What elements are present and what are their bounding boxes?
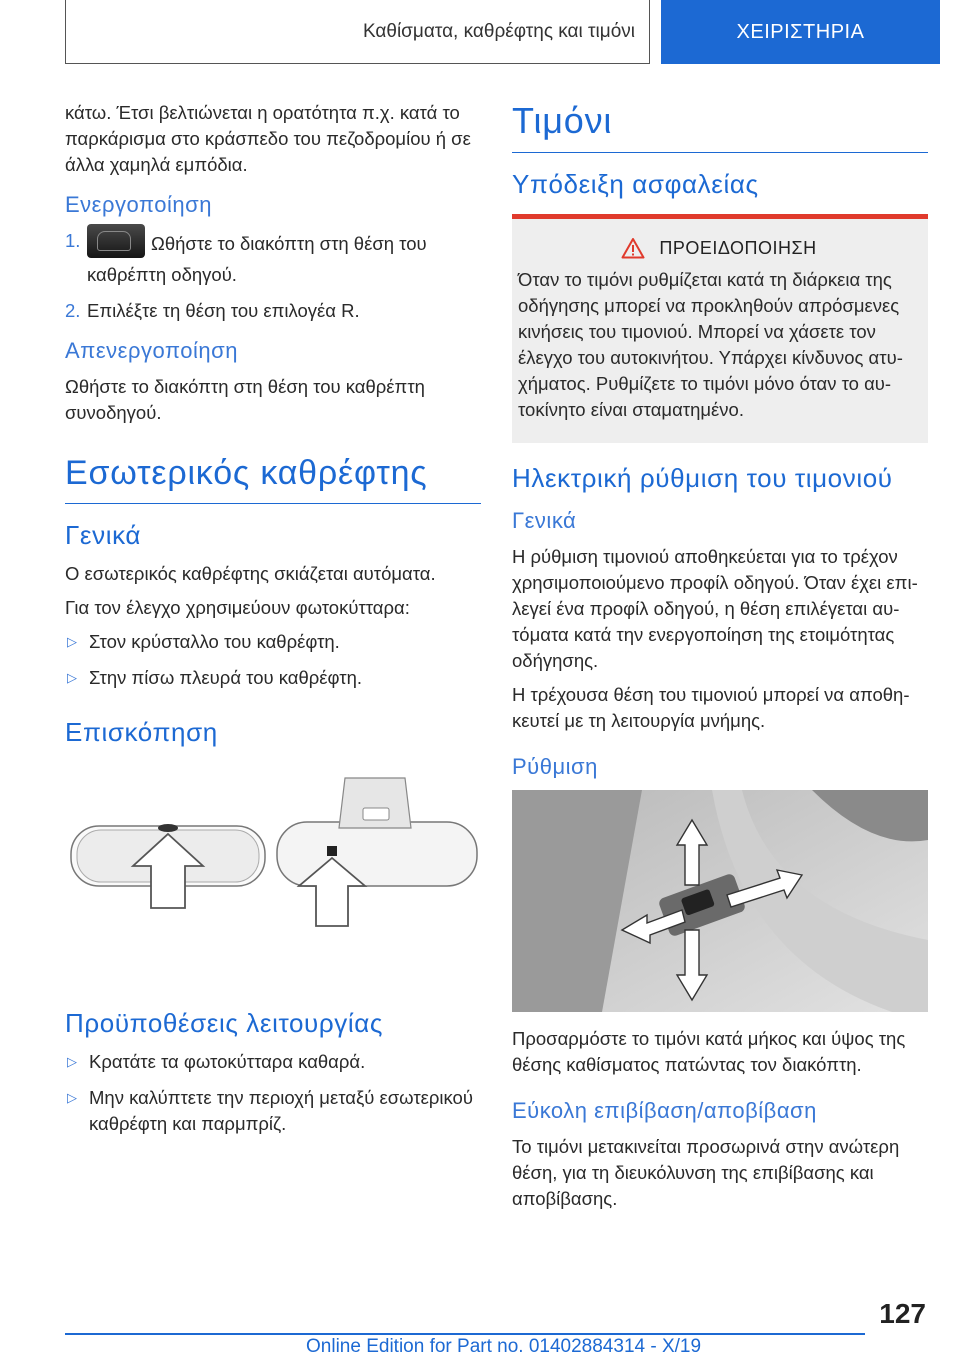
adjust-heading: Ρύθμιση [512, 754, 598, 779]
warning-triangle-icon [621, 237, 645, 259]
bullet-triangle-icon: ▷ [67, 1090, 77, 1105]
right-column [512, 100, 928, 1220]
warning-text: Όταν το τιμόνι ρυθμίζεται κατά τη διάρκεια της οδήγησης μπορεί να προκληθούν απρόσμενες κινήσεις του τιμονιού. Μπορεί να χάσετε τον έλεγχο του αυτοκινήτου. Υπάρχει κίνδυνος ατυχήματος. Ρυθμίζετε το τιμόνι μόνο όταν το αυτοκίνητο είναι σταματημένο. [518, 269, 903, 420]
step-number: 2. [65, 300, 81, 321]
list-item [65, 629, 481, 655]
easy-entry-paragraph: Το τιμόνι μετακινείται προσωρινά στην ανώτερη θέση, για τη διευκόλυνση της επιβίβασης και αποβίβασης. [512, 1136, 900, 1209]
safety-heading: Υπόδειξη ασφαλείας [512, 169, 759, 199]
list-item [65, 1085, 481, 1137]
steering-adjust-photo [512, 790, 928, 1012]
footer-divider [65, 1333, 865, 1335]
intro-paragraph: κάτω. Έτσι βελτιώνεται η ορατότητα π.χ. κατά το παρκάρισμα στο κράσπεδο του πεζοδρομίου ή σε άλλα χαμηλά εμπόδια. [65, 102, 471, 175]
mirror-illustration [65, 758, 481, 988]
page-number: 127 [879, 1298, 926, 1329]
general-paragraph-2: Η τρέχουσα θέση του τιμονιού μπορεί να αποθηκευτεί με τη λειτουργία μνήμης. [512, 684, 910, 731]
list-item-text: Μην καλύπτετε την περιοχή μεταξύ εσωτερικού καθρέφτη και παρμπρίζ. [89, 1087, 473, 1134]
footer-edition-link[interactable]: Online Edition for Part no. 01402884314 - X/19 [306, 1336, 702, 1357]
steering-wheel-heading: Τιμόνι [512, 100, 928, 153]
left-column [65, 100, 481, 1147]
page-header [65, 0, 940, 64]
list-item [65, 665, 481, 691]
bullet-triangle-icon: ▷ [67, 1054, 77, 1069]
header-section-title: Καθίσματα, καθρέφτης και τιμόνι [65, 0, 650, 64]
list-item [65, 1049, 481, 1075]
general-paragraph-1: Ο εσωτερικός καθρέφτης σκιάζεται αυτόματα. [65, 563, 436, 584]
activation-heading: Ενεργοποίηση [65, 192, 212, 217]
deactivation-paragraph: Ωθήστε το διακόπτη στη θέση του καθρέπτη συνοδηγού. [65, 376, 425, 423]
general-heading: Γενικά [65, 520, 142, 550]
bullet-triangle-icon: ▷ [67, 670, 77, 685]
list-item-text: Κρατάτε τα φωτοκύτταρα καθαρά. [89, 1051, 366, 1072]
bullet-triangle-icon: ▷ [67, 634, 77, 649]
step-2 [65, 298, 481, 324]
mirror-button-icon [87, 224, 145, 258]
overview-heading: Επισκόπηση [65, 717, 218, 747]
easy-entry-heading: Εύκολη επιβίβαση/αποβίβαση [512, 1098, 817, 1123]
header-chapter-tab[interactable]: ΧΕΙΡΙΣΤΗΡΙΑ [661, 0, 940, 64]
step-number: 1. [65, 230, 81, 251]
electric-adjust-heading: Ηλεκτρική ρύθμιση του τιμονιού [512, 463, 893, 493]
warning-label: ΠΡΟΕΙΔΟΠΟΙΗΣΗ [659, 237, 817, 258]
list-item-text: Στην πίσω πλευρά του καθρέφτη. [89, 667, 362, 688]
list-item-text: Στον κρύσταλλο του καθρέφτη. [89, 631, 340, 652]
prerequisites-heading: Προϋποθέσεις λειτουργίας [65, 1008, 383, 1038]
step-text: Επιλέξτε τη θέση του επιλογέα R. [87, 300, 360, 321]
general-paragraph-1: Η ρύθμιση τιμονιού αποθηκεύεται για το τρέχον χρησιμοποιούμενο προφίλ οδηγού. Όταν έχει επιλεγεί ένα προφίλ οδηγού, η θέση επιλέγεται αυτόματα κατά την ενεργοποίηση της ετοιμότητας οδήγησης. [512, 546, 918, 671]
general-paragraph-2: Για τον έλεγχο χρησιμεύουν φωτοκύτταρα: [65, 597, 410, 618]
adjust-paragraph: Προσαρμόστε το τιμόνι κατά μήκος και ύψος της θέσης καθίσματος πατώντας τον διακόπτη. [512, 1028, 906, 1075]
interior-mirror-heading: Εσωτερικός καθρέφτης [65, 454, 481, 504]
warning-box [512, 214, 928, 443]
step-text: Ωθήστε το διακόπτη στη θέση του καθρέπτη οδηγού. [87, 232, 427, 285]
warning-header [518, 237, 920, 259]
general-heading: Γενικά [512, 508, 577, 533]
step-1 [65, 228, 481, 288]
deactivation-heading: Απενεργοποίηση [65, 338, 238, 363]
